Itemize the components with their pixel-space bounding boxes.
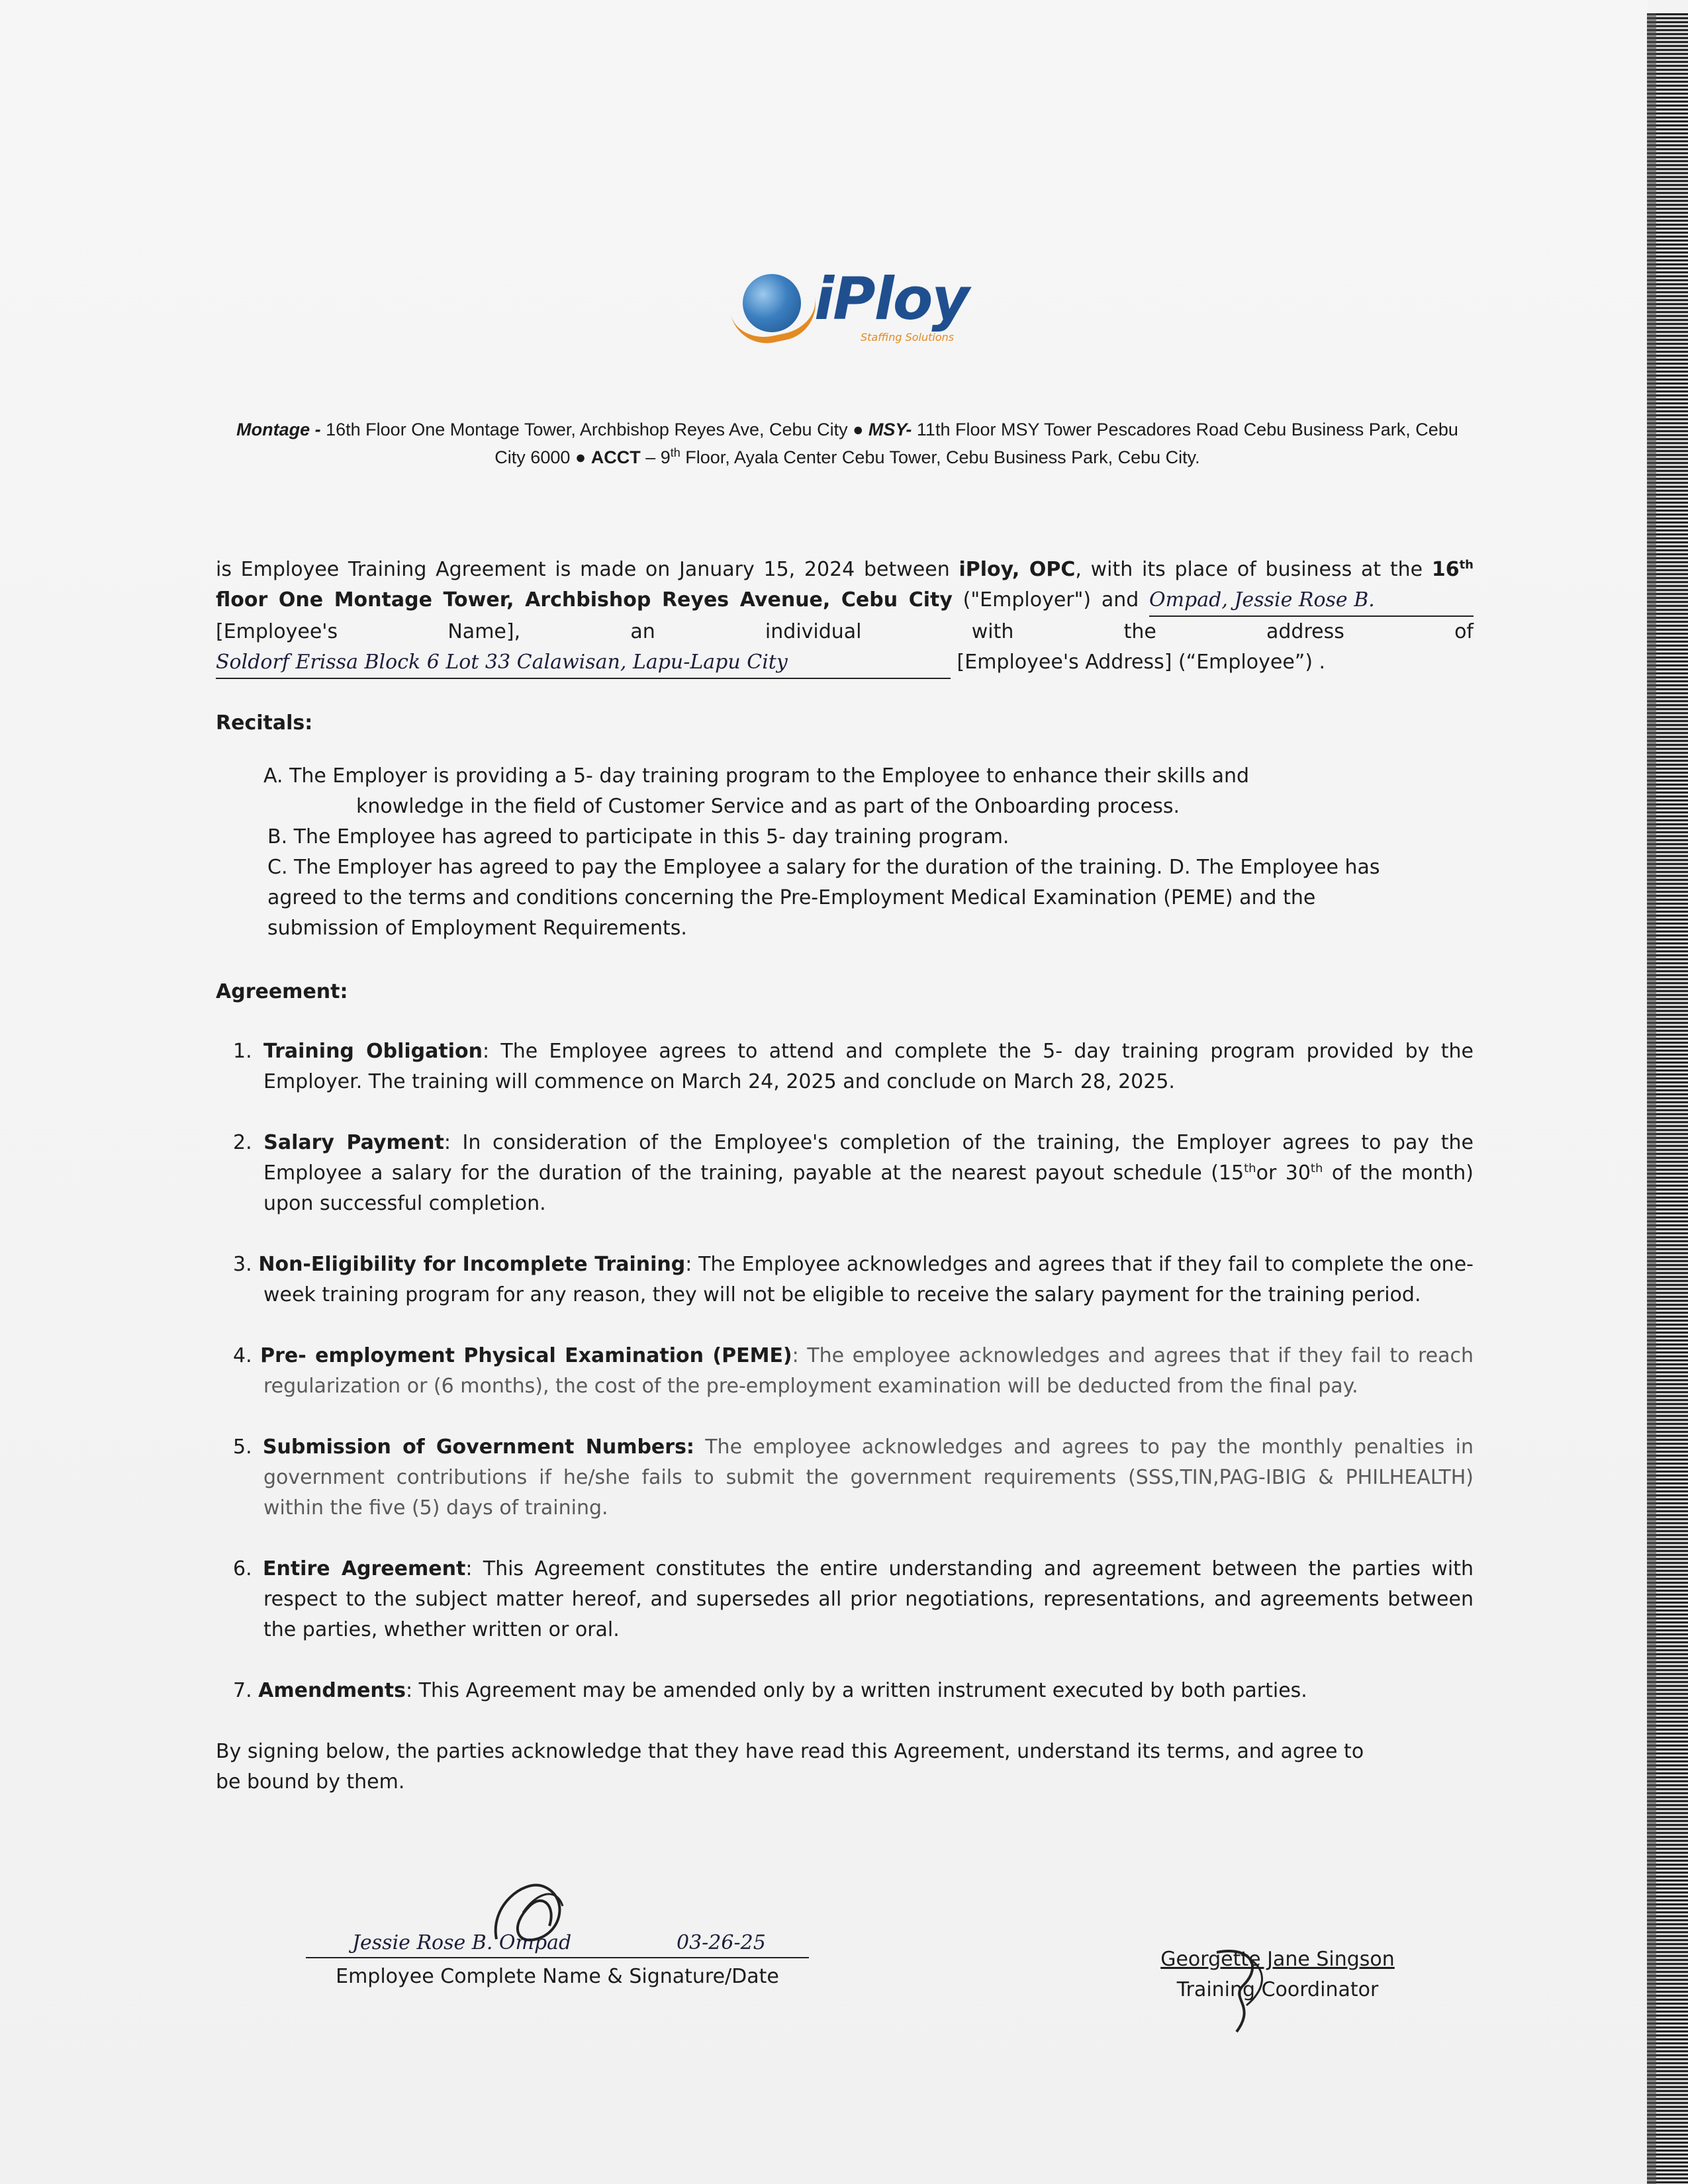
logo-tagline: Staffing Solutions [861,331,955,343]
employee-signed-name: Jessie Rose B. Ompad [352,1931,572,1954]
office-addresses [225,416,1470,471]
floor-sup: th [1459,558,1474,572]
item-text: : This Agreement constitutes the entire understanding and agreement between the parties with respect to the subject matter hereof, and supersedes all prior negotiations, representations, and agreements between the parties, whether written or oral. [263,1557,1474,1641]
agreement-title: Agreement: [216,980,348,1003]
company-name: iPloy, OPC [959,558,1076,581]
agreement-item-6 [216,1554,1474,1645]
item-number: 5. [233,1435,252,1459]
item-number: 2. [233,1131,252,1154]
agreement-item-3 [216,1250,1474,1310]
address-msy-label: MSY- [868,420,912,439]
item-heading: Salary Payment [263,1131,444,1154]
item-text: : The Employee acknowledges and agrees that if they fail to complete the one-week training program for any reason, they will not be eligible to receive the salary payment for the training period. [263,1253,1474,1306]
employee-signature-label: Employee Complete Name & Signature/Date [336,1965,779,1988]
scan-edge [1647,13,1688,2184]
employee-signature-block [306,1931,809,1988]
coordinator-name: Georgette Jane Singson [1160,1948,1395,1971]
agreement-body [216,555,1474,1797]
employee-signed-date: 03-26-25 [677,1931,766,1954]
bullet-separator: ● [575,447,586,467]
intro-text: is Employee Training Agreement is made on January 15, 2024 between [216,558,959,581]
item-number: 4. [233,1344,252,1367]
recital-b: B. The Employee has agreed to participate in this 5- day training program. [267,825,1009,848]
agreement-item-5 [216,1432,1474,1524]
intro-text: [Employee's Address] (“Employee”) . [951,651,1326,674]
item-heading: Entire Agreement [262,1557,466,1580]
intro-text: [Employee's Name], an individual with the address of [216,620,1474,643]
item-number: 6. [233,1557,252,1580]
item-number: 7. [233,1679,252,1702]
closing-statement: By signing below, the parties acknowledge that they have read this Agreement, understand its terms, and agree to be bound by them. [216,1740,1364,1794]
item-number: 3. [233,1253,252,1276]
logo-text: iPloy [814,265,968,333]
recitals-title: Recitals: [216,711,313,735]
intro-paragraph [216,555,1474,679]
recital-c: C. The Employer has agreed to pay the Employee a salary for the duration of the training. D. The Employee has agreed to the terms and conditions concerning the Pre-Employment Medical Examination (PEME) and the submission of Employment Requirements. [267,856,1380,940]
coordinator-signature-block [1139,1944,1417,2005]
intro-text: , with its place of business at the [1075,558,1432,581]
item-text: or 30 [1256,1161,1311,1185]
company-logo [736,265,968,357]
item-heading: Pre- employment Physical Examination (PEME) [260,1344,792,1367]
agreement-item-1 [216,1036,1474,1097]
item-text: The employee acknowledges and agrees to pay the monthly penalties in government contributions if he/she fails to submit the government requirements (SSS,TIN,PAG-IBIG & PHILHEALTH) within the five (5) days of training. [263,1435,1474,1520]
recital-a-line1: A. The Employer is providing a 5- day training program to the Employee to enhance their skills and [263,764,1250,788]
recitals-list [216,761,1474,944]
item-text: : This Agreement may be amended only by a written instrument executed by both parties. [406,1679,1307,1702]
item-heading: Amendments [258,1679,406,1702]
address-acct-label: ACCT [590,447,641,467]
address-montage-label: Montage - [236,420,321,439]
intro-text: ("Employer") and [952,588,1149,612]
floor-number: 16 [1431,558,1460,581]
address-acct: Floor, Ayala Center Cebu Tower, Cebu Business Park, Cebu City. [680,447,1200,467]
item-sup: th [1310,1161,1323,1175]
address-montage: 16th Floor One Montage Tower, Archbishop Reyes Ave, Cebu City [320,420,848,439]
agreement-item-2 [216,1128,1474,1219]
item-heading: Non-Eligibility for Incomplete Training [258,1253,686,1276]
agreement-items [216,1036,1474,1706]
recital-a-line2: knowledge in the field of Customer Service and as part of the Onboarding process. [356,795,1180,818]
bullet-separator: ● [853,420,864,439]
company-address: floor One Montage Tower, Archbishop Reyes Avenue, Cebu City [216,588,953,612]
item-heading: Training Obligation [263,1040,483,1063]
address-msy: 11th Floor MSY Tower Pescadores Road Cebu Business Park, Cebu City 6000 [494,420,1458,467]
agreement-item-7 [216,1676,1474,1706]
item-text: : In consideration of the Employee's completion of the training, the Employer agrees to pay the Employee a salary for the duration of the training, payable at the nearest payout schedule (15 [263,1131,1474,1185]
address-acct-sup: th [670,446,680,459]
item-text: of the month) upon successful completion. [263,1161,1474,1215]
agreement-item-4 [216,1341,1474,1402]
item-heading: Submission of Government Numbers: [262,1435,694,1459]
item-number: 1. [233,1040,252,1063]
item-sup: th [1244,1161,1256,1175]
item-text: : The Employee agrees to attend and complete the 5- day training program provided by the Employer. The training will commence on March 24, 2025 and conclude on March 28, 2025. [263,1040,1474,1093]
address-acct-pre: – 9 [640,447,671,467]
item-text: : The employee acknowledges and agrees that if they fail to reach regularization or (6 months), the cost of the pre-employment examination will be deducted from the final pay. [263,1344,1474,1398]
employee-address-field: Soldorf Erissa Block 6 Lot 33 Calawisan, Lapu-Lapu City [216,647,951,679]
employee-name-field: Ompad, Jessie Rose B. [1149,585,1474,617]
employee-signed-line [306,1931,809,1958]
coordinator-title: Training Coordinator [1176,1978,1379,2001]
